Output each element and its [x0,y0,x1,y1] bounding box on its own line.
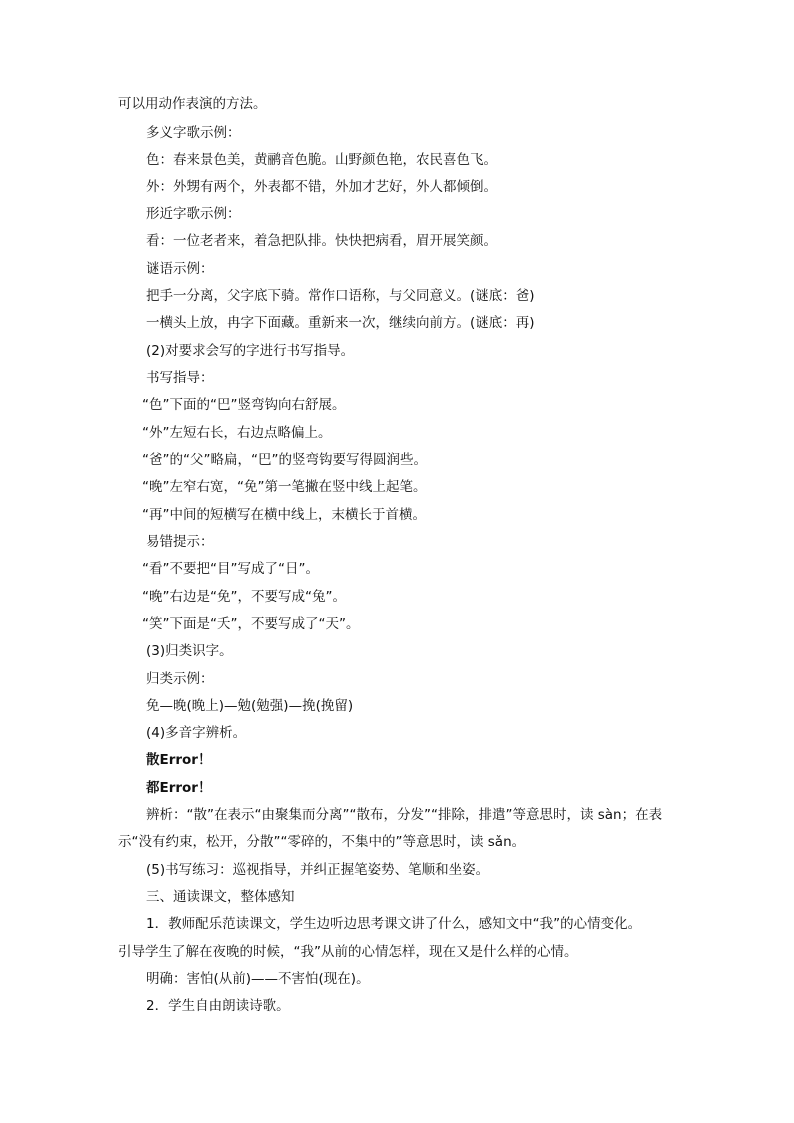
text-line-guide-zai: “再”中间的短横写在横中线上，末横长于首横。 [142,507,426,523]
text-line-category: 免—晚(晚上)—勉(勉强)—挽(挽留) [146,698,354,714]
heading-riddle-examples: 谜语示例： [146,261,214,277]
text-line-step-2: (2)对要求会写的字进行书写指导。 [146,343,355,359]
text-line-guide-se: “色”下面的“巴”竖弯钩向右舒展。 [142,397,346,413]
text-line-analysis-2: 示“没有约束，松开，分散”“零碎的，不集中的”等意思时，读 sǎn。 [118,834,526,850]
text-line-analysis-1: 辨析：“散”在表示“由聚集而分离”“散布，分发”“排除，排遣”等意思时，读 sàn；在表 [146,807,663,823]
section-heading-3: 三、通读课文，整体感知 [146,889,295,905]
heading-similar-form-examples: 形近字歌示例： [146,206,241,222]
text-line-wai: 外：外甥有两个，外表都不错，外加才艺好，外人都倾倒。 [146,179,497,195]
text-line-item-1-cont: 引导学生了解在夜晚的时候，“我”从前的心情怎样，现在又是什么样的心情。 [118,944,578,960]
text-line-guide-wan: “晚”左窄右宽，“免”第一笔撇在竖中线上起笔。 [142,479,427,495]
text-line-dou-error: 都Error！ [146,780,212,796]
heading-error-tips: 易错提示： [146,534,214,550]
text-line-intro: 可以用动作表演的方法。 [118,96,267,112]
heading-writing-guidance: 书写指导： [146,370,214,386]
text-line-step-3: (3)归类识字。 [146,643,233,659]
text-line-tip-kan: “看”不要把“目”写成了“日”。 [142,561,319,577]
text-line-guide-ba: “爸”的“父”略扁，“巴”的竖弯钩要写得圆润些。 [142,452,427,468]
text-line-riddle-1: 把手一分离，父字底下骑。常作口语称，与父同意义。(谜底：爸) [146,288,535,304]
heading-category-examples: 归类示例： [146,671,214,687]
text-line-clarify: 明确：害怕(从前)——不害怕(现在)。 [146,971,370,987]
text-line-kan: 看：一位老者来，着急把队排。快快把病看，眉开展笑颜。 [146,233,497,249]
text-line-guide-wai: “外”左短右长，右边点略偏上。 [142,425,332,441]
text-line-item-2: 2．学生自由朗读诗歌。 [146,998,290,1014]
text-line-san-error: 散Error！ [146,752,212,768]
text-line-step-5: (5)书写练习：巡视指导，并纠正握笔姿势、笔顺和坐姿。 [146,862,490,878]
heading-polysemy-examples: 多义字歌示例： [146,125,241,141]
text-line-step-4: (4)多音字辨析。 [146,725,247,741]
text-line-tip-xiao: “笑”下面是“夭”，不要写成了“天”。 [142,616,360,632]
text-line-se: 色：春来景色美，黄鹂音色脆。山野颜色艳，农民喜色飞。 [146,152,497,168]
text-line-tip-wan: “晚”右边是“免”，不要写成“兔”。 [142,589,346,605]
text-line-riddle-2: 一横头上放，冉字下面藏。重新来一次，继续向前方。(谜底：再) [146,315,535,331]
text-line-item-1: 1．教师配乐范读课文，学生边听边思考课文讲了什么，感知文中“我”的心情变化。 [146,916,642,932]
